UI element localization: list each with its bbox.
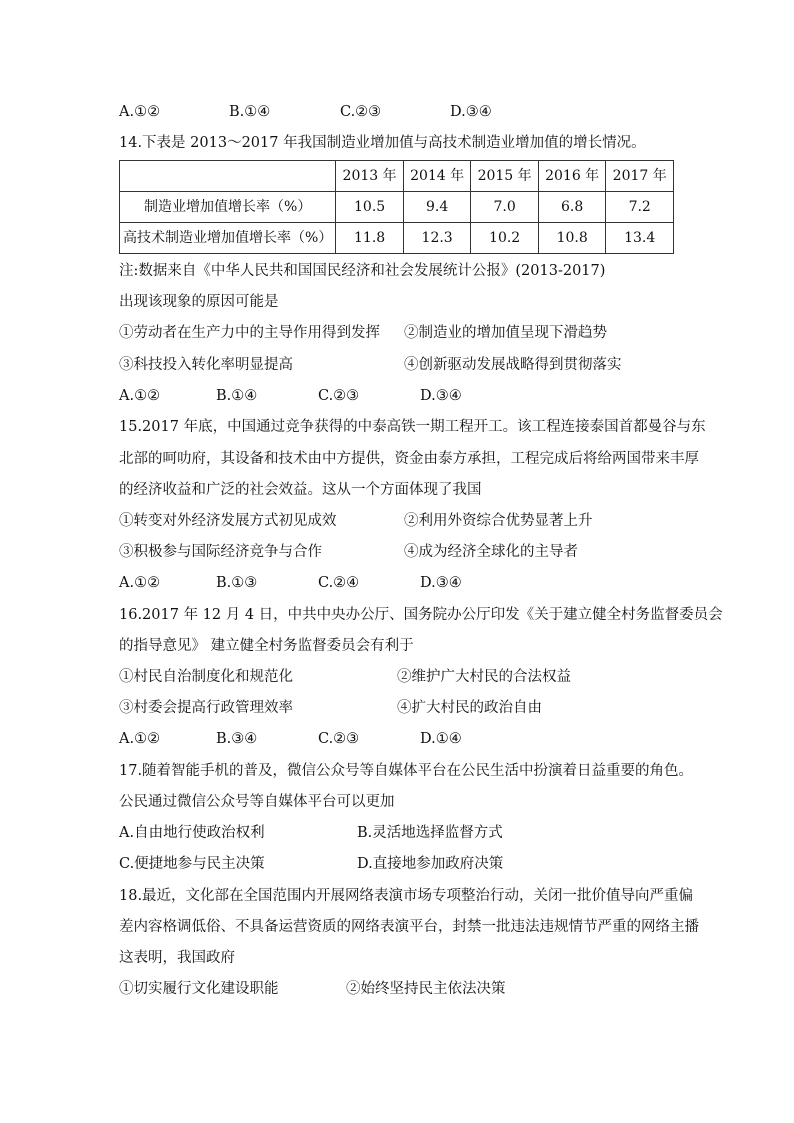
table-header-row xyxy=(120,161,674,192)
table-header-cell: 2017 年 xyxy=(606,161,674,192)
table-header-cell xyxy=(120,161,336,192)
q15-option-a[interactable]: A.①② xyxy=(119,575,161,591)
q16-line-1: 16.2017 年 12 月 4 日，中共中央办公厅、国务院办公厅印发《关于建立健全村务监督委员会 xyxy=(119,607,723,623)
q14-option-a[interactable]: A.①② xyxy=(119,388,161,404)
q14-statement-4: ④创新驱动发展战略得到贯彻落实 xyxy=(404,357,622,373)
q16-line-2: 的指导意见》 建立健全村务监督委员会有利于 xyxy=(119,638,414,654)
q17-line-2: 公民通过微信公众号等自媒体平台可以更加 xyxy=(119,794,395,810)
q16-statement-2: ②维护广大村民的合法权益 xyxy=(397,669,571,685)
q15-statement-3: ③积极参与国际经济竞争与合作 xyxy=(119,544,322,560)
q16-statement-3: ③村委会提高行政管理效率 xyxy=(119,700,293,716)
table-cell: 11.8 xyxy=(336,223,404,254)
q14-question: 出现该现象的原因可能是 xyxy=(119,294,279,310)
q18-statement-2: ②始终坚持民主依法决策 xyxy=(346,981,506,997)
table-cell: 9.4 xyxy=(403,192,471,223)
table-cell: 7.0 xyxy=(471,192,539,223)
q17-line-1: 17.随着智能手机的普及，微信公众号等自媒体平台在公民生活中扮演着日益重要的角色。 xyxy=(119,763,694,779)
q15-line-2: 北部的呵叻府，其设备和技术由中方提供，资金由泰方承担，工程完成后将给两国带来丰厚 xyxy=(119,451,699,467)
q15-statement-4: ④成为经济全球化的主导者 xyxy=(404,544,578,560)
q18-line-1: 18.最近，文化部在全国范围内开展网络表演市场专项整治行动，关闭一批价值导向严重偏 xyxy=(119,888,694,904)
q18-line-3: 这表明，我国政府 xyxy=(119,950,235,966)
table-cell: 13.4 xyxy=(606,223,674,254)
table-cell: 10.8 xyxy=(538,223,606,254)
q14-option-c[interactable]: C.②③ xyxy=(318,388,360,404)
table-header-cell: 2016 年 xyxy=(538,161,606,192)
q16-option-b[interactable]: B.③④ xyxy=(216,731,258,747)
table-row-label: 高技术制造业增加值增长率（%） xyxy=(120,223,336,254)
q15-option-c[interactable]: C.②④ xyxy=(318,575,360,591)
q13-option-b[interactable]: B.①④ xyxy=(229,104,271,120)
q15-line-1: 15.2017 年底，中国通过竞争获得的中泰高铁一期工程开工。该工程连接泰国首都曼谷与东 xyxy=(119,419,706,435)
q14-statement-2: ②制造业的增加值呈现下滑趋势 xyxy=(404,325,607,341)
table-cell: 12.3 xyxy=(403,223,471,254)
q18-line-2: 差内容格调低俗、不具备运营资质的网络表演平台，封禁一批违法违规情节严重的网络主播 xyxy=(119,919,699,935)
table-cell: 10.5 xyxy=(336,192,404,223)
q15-statement-1: ①转变对外经济发展方式初见成效 xyxy=(119,513,337,529)
q15-statement-2: ②利用外资综合优势显著上升 xyxy=(404,513,593,529)
growth-rate-table xyxy=(119,160,674,254)
q16-statement-4: ④扩大村民的政治自由 xyxy=(397,700,542,716)
q14-statement-1: ①劳动者在生产力中的主导作用得到发挥 xyxy=(119,325,380,341)
q16-option-c[interactable]: C.②③ xyxy=(318,731,360,747)
q16-option-a[interactable]: A.①② xyxy=(119,731,161,747)
table-header-cell: 2014 年 xyxy=(403,161,471,192)
q17-option-b[interactable]: B.灵活地选择监督方式 xyxy=(357,825,503,841)
q17-option-d[interactable]: D.直接地参加政府决策 xyxy=(357,856,504,872)
q13-option-a[interactable]: A.①② xyxy=(119,104,161,120)
q13-option-d[interactable]: D.③④ xyxy=(450,104,492,120)
table-header-cell: 2013 年 xyxy=(336,161,404,192)
q15-line-3: 的经济收益和广泛的社会效益。这从一个方面体现了我国 xyxy=(119,482,482,498)
q14-stem: 14.下表是 2013～2017 年我国制造业增加值与高技术制造业增加值的增长情况。 xyxy=(119,135,646,151)
q16-option-d[interactable]: D.①④ xyxy=(420,731,462,747)
table-cell: 10.2 xyxy=(471,223,539,254)
q17-option-c[interactable]: C.便捷地参与民主决策 xyxy=(119,856,265,872)
table-cell: 6.8 xyxy=(538,192,606,223)
table-row-label: 制造业增加值增长率（%） xyxy=(120,192,336,223)
q15-option-b[interactable]: B.①③ xyxy=(216,575,258,591)
q18-statement-1: ①切实履行文化建设职能 xyxy=(119,981,279,997)
table-cell: 7.2 xyxy=(606,192,674,223)
q13-option-c[interactable]: C.②③ xyxy=(340,104,382,120)
q16-statement-1: ①村民自治制度化和规范化 xyxy=(119,669,293,685)
table-row xyxy=(120,223,674,254)
q15-option-d[interactable]: D.③④ xyxy=(420,575,462,591)
table-header-cell: 2015 年 xyxy=(471,161,539,192)
q14-note: 注:数据来自《中华人民共和国国民经济和社会发展统计公报》(2013-2017) xyxy=(119,263,606,279)
q14-option-d[interactable]: D.③④ xyxy=(420,388,462,404)
q14-option-b[interactable]: B.①④ xyxy=(216,388,258,404)
table-row xyxy=(120,192,674,223)
q14-statement-3: ③科技投入转化率明显提高 xyxy=(119,357,293,373)
q17-option-a[interactable]: A.自由地行使政治权利 xyxy=(119,825,265,841)
